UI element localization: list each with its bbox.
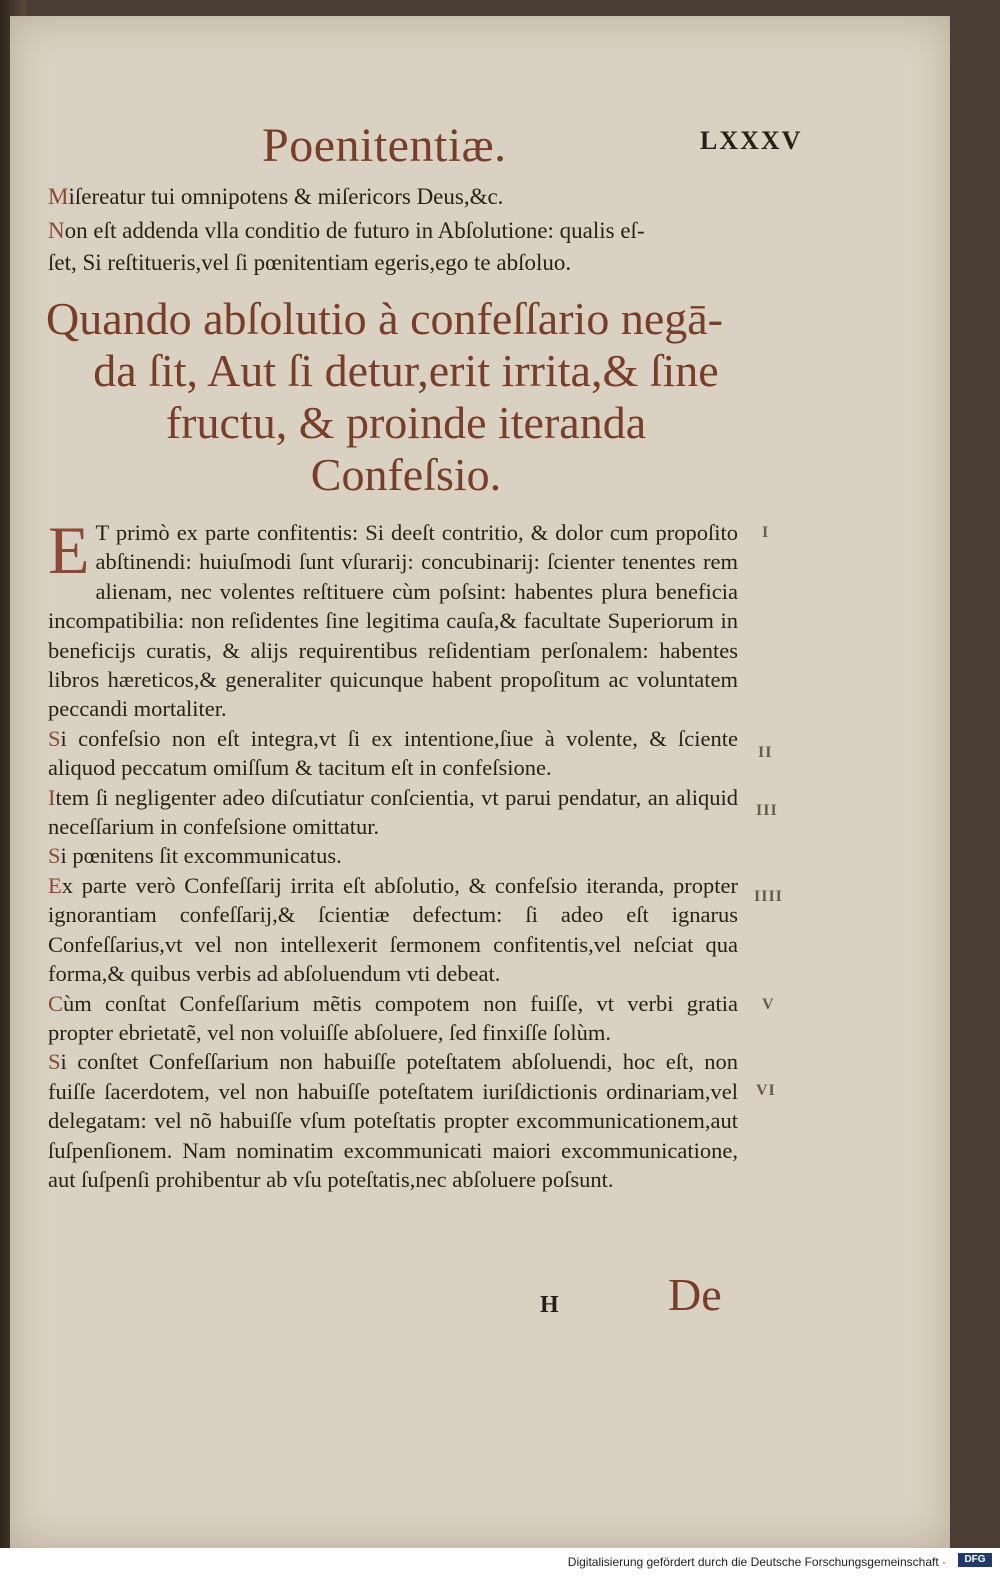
margin-numeral: V: [762, 996, 775, 1013]
margin-numeral: VI: [756, 1082, 776, 1099]
intro-line-1: Miſereatur tui omnipotens & miſericors Deus,&c.: [48, 184, 504, 209]
folio-number: LXXXV: [700, 126, 803, 155]
body-text: [48, 512, 738, 1194]
dfg-logo: DFG: [958, 1553, 992, 1567]
paragraph-2: Si confeſsio non eſt integra,vt ſi ex intentione,ſiue à volente, & ſciente aliquod peccatum omiſſum & tacitum eſt in confeſsione.: [48, 725, 738, 781]
margin-numeral: I: [762, 524, 770, 541]
intro-line-2: Non eſt addenda vlla conditio de futuro in Abſolutione: qualis eſ-: [48, 218, 645, 243]
initial-letter: N: [48, 218, 65, 243]
paragraph-4: Si pœnitens ſit excommunicatus.: [48, 843, 342, 869]
paragraph-7: Si conſtet Confeſſarium non habuiſſe poteſtatem abſoluendi, hoc eſt, non fuiſſe ſacerdotem, vel non habuiſſe poteſtatem iuriſdictionis ordinariam,vel delegatam: vel nõ habuiſſe vſum poteſtatis propter excommunicationem,aut ſuſpenſionem. Nam nominatim excommunicati maiori excommunicatione, aut ſuſpenſi prohibentur ab vſu poteſtatis,nec abſoluere poſsunt.: [48, 1049, 738, 1192]
catchword: De: [668, 1269, 722, 1320]
section-heading: Quando abſolutio à confeſſario negā- da ſit, Aut ſi detur,erit irrita,& ſine fructu, & proinde iteranda Confeſsio.: [46, 293, 723, 500]
digitization-credit: Digitalisierung gefördert durch die Deutsche Forschungsgemeinschaft ·: [567, 1555, 946, 1569]
margin-numeral: III: [756, 802, 778, 819]
margin-numeral: II: [758, 744, 773, 761]
initial-letter: M: [48, 184, 69, 209]
paragraph-3: Item ſi negligenter adeo diſcutiatur conſcientia, vt parui pendatur, an aliquid neceſſarium in confeſsione omittatur.: [48, 784, 738, 840]
intro-line-3: ſet, Si reſtitueris,vel ſi pœnitentiam egeris,ego te abſoluo.: [48, 250, 572, 275]
paragraph-5: Ex parte verò Confeſſarij irrita eſt abſolutio, & confeſsio iteranda, propter ignorantiam confeſſarij,& ſcientiæ defectum: ſi adeo eſt ignarus Confeſſarius,vt vel non intellexerit ſermonem confitentis,vel neſciat qua forma,& quibus verbis ad abſoluendum vti debeat.: [48, 872, 738, 987]
drop-cap: E: [48, 512, 90, 588]
signature-mark: H: [540, 1292, 559, 1318]
margin-numeral: IIII: [754, 888, 783, 905]
running-head: Poenitentiæ.: [262, 119, 507, 172]
paragraph-1: E T primò ex parte confitentis: Si deeſt contritio, & dolor cum propoſito abſtinendi: huiuſmodi ſunt vſurarij: concubinarij: ſcienter tenentes rem alienam, nec volentes reſtituere cùm poſsint: habentes plura beneficia incompatibilia: non reſidentes ſine legitima cauſa,& facultate Superiorum in beneficijs curatis, & alijs requirentibus reſidentiam perſonalem: habentes libros hæreticos,& generaliter quicunque habent propoſitum ac voluntatem peccandi mortaliter.: [48, 512, 738, 722]
paragraph-6: Cùm conſtat Confeſſarium mẽtis compotem non fuiſſe, vt verbi gratia propter ebrietatẽ, vel non voluiſſe abſoluere, ſed finxiſſe ſolùm.: [48, 990, 738, 1045]
